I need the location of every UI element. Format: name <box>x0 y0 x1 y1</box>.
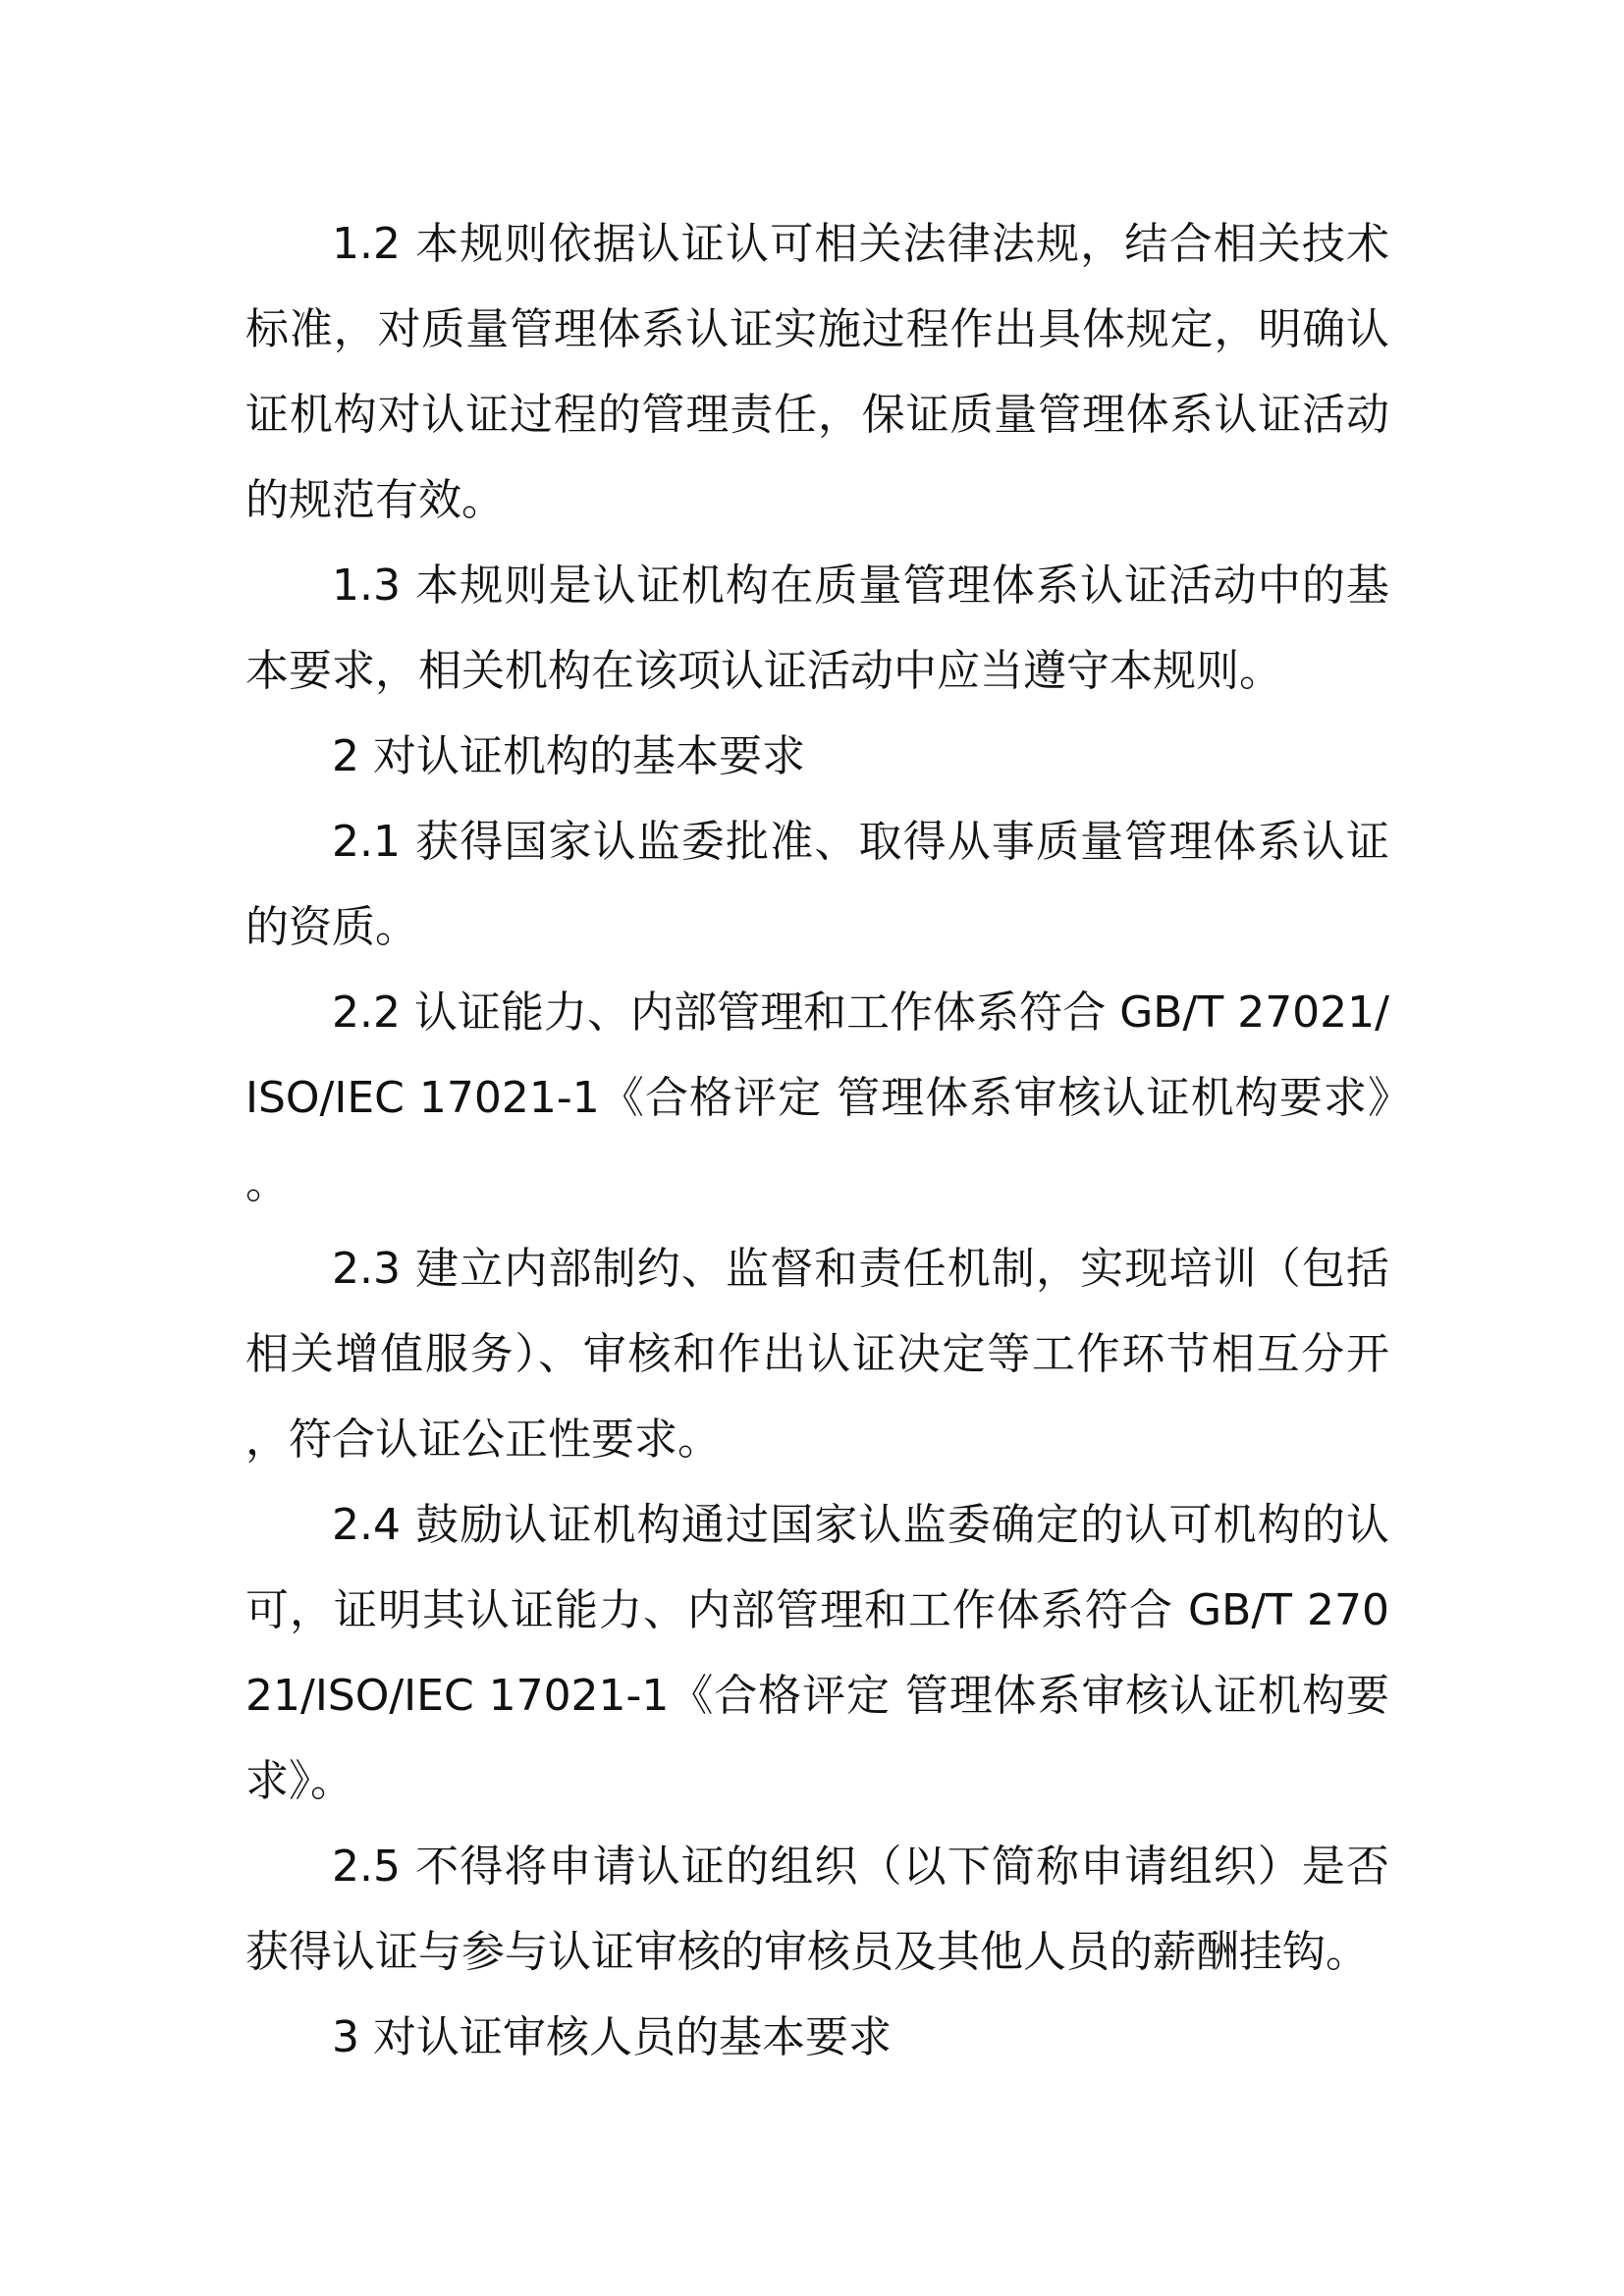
section-heading-2: 2 对认证机构的基本要求 <box>332 731 805 781</box>
paragraph-1-3: 1.3 本规则是认证机构在质量管理体系认证活动中的基本要求，相关机构在该项认证活动中应当遵守本规则。 <box>245 561 1389 696</box>
paragraph-1-2: 1.2 本规则依据认证认可相关法律法规，结合相关技术标准，对质量管理体系认证实施过程作出具体规定，明确认证机构对认证过程的管理责任，保证质量管理体系认证活动的规范有效。 <box>245 219 1389 525</box>
paragraph-2-4: 2.4 鼓励认证机构通过国家认监委确定的认可机构的认可，证明其认证能力、内部管理和工作体系符合 GB/T 27021/ISO/IEC 17021-1《合格评定 管理体系审核认证机构要求》。 <box>245 1500 1389 1806</box>
paragraph-2-5: 2.5 不得将申请认证的组织（以下简称申请组织）是否获得认证与参与认证审核的审核员及其他人员的薪酬挂钩。 <box>245 1842 1389 1977</box>
paragraph-2-3: 2.3 建立内部制约、监督和责任机制，实现培训（包括相关增值服务）、审核和作出认证决定等工作环节相互分开，符合认证公正性要求。 <box>245 1244 1389 1465</box>
document-body <box>245 201 1389 2080</box>
paragraph-2-1: 2.1 获得国家认监委批准、取得从事质量管理体系认证的资质。 <box>245 817 1389 952</box>
section-heading-3: 3 对认证审核人员的基本要求 <box>332 2012 892 2062</box>
paragraph-2-2: 2.2 认证能力、内部管理和工作体系符合 GB/T 27021/ISO/IEC 17021-1《合格评定 管理体系审核认证机构要求》。 <box>245 988 1389 1208</box>
